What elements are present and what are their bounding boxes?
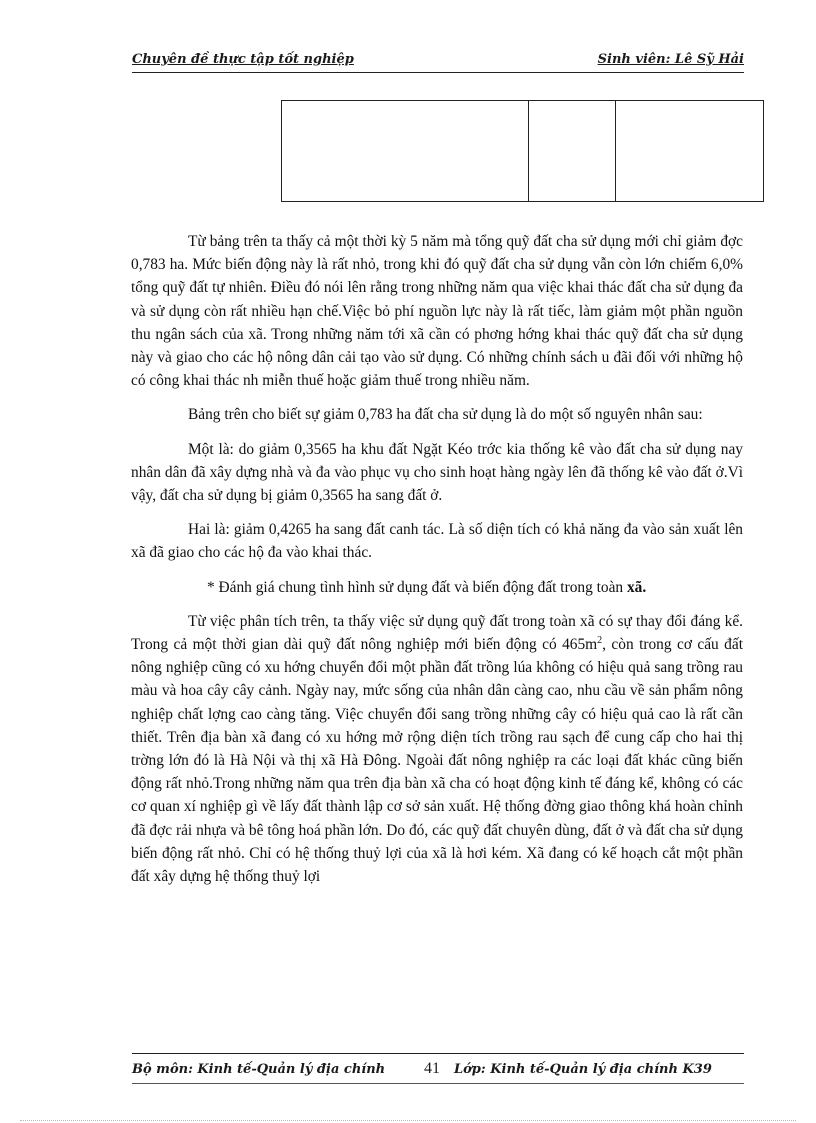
page-footer [132, 1053, 744, 1086]
footer-rule [132, 1083, 744, 1084]
header-left-text: Chuyên đề thực tập tốt nghiệp [132, 52, 354, 67]
paragraph-5-part-2: , còn trong cơ cấu đất nông nghiệp cũng có xu hớng chuyển đổi một phần đất trồng lúa không có hiệu quả sang trồng rau màu và hoa cây cây cảnh. Ngày nay, mức sống của nhân dân càng cao, nhu cầu về sản phẩm nông nghiệp chất lợng cao càng tăng. Việc chuyển đổi sang trồng những cây có hiệu quả cao là rất cần thiết. Trên địa bàn xã đang có xu hớng mở rộng diện tích trồng rau sạch để cung cấp cho hai thị trờng lớn đó là Hà Nội và thị xã Hà Đông. Ngoài đất nông nghiệp ra các loại đất khác cũng biến động rất nhỏ.Trong những năm qua trên địa bàn xã cha có hoạt động kinh tế đáng kể, không có các cơ quan xí nghiệp gì về lấy đất thành lập cơ sở sản xuất. Hệ thống đờng giao thông khá hoàn chỉnh đã đợc rải nhựa và bê tông hoá phần lớn. Do đó, các quỹ đất chuyên dùng, đất ở và đất cha sử dụng biến động rất nhỏ. Chỉ có hệ thống thuỷ lợi của xã là hơi kém. Xã đang có kế hoạch cắt một phần đất xây dựng hệ thống thuỷ lợi [131, 636, 743, 886]
footer-right-text: Lớp: Kinh tế-Quản lý địa chính K39 [454, 1062, 712, 1077]
paragraph-3: Một là: do giảm 0,3565 ha khu đất Ngặt Kéo trớc kia thống kê vào đất cha sử dụng nay nhân dân đã xây dựng nhà và đa vào phục vụ cho sinh hoạt hàng ngày lên đã thống kê vào đất ở.Vì vậy, đất cha sử dụng bị giảm 0,3565 ha sang đất ở. [131, 440, 743, 505]
section-heading [131, 576, 743, 599]
paragraph-1: Từ bảng trên ta thấy cả một thời kỳ 5 năm mà tổng quỹ đất cha sử dụng mới chỉ giảm đợc 0,783 ha. Mức biến động này là rất nhỏ, trong khi đó quỹ đất cha sử dụng vẫn còn lớn chiếm 6,0% tổng quỹ đất tự nhiên. Điều đó nói lên rằng trong những năm qua việc khai thác đất cha sử dụng đa và sử dụng còn rất nhiều hạn chế.Việc bỏ phí nguồn lực này là rất tiếc, làm giảm một phần nguồn thu ngân sách của xã. Trong những năm tới xã cần có phơng hớng khai thác quỹ đất cha sử dụng này và giao cho các hộ nông dân cải tạo vào sử dụng. Có những chính sách u đãi đối với những hộ có công khai thác nh miễn thuế hoặc giảm thuế trong nhiều năm. [131, 233, 743, 390]
table-row [282, 101, 764, 202]
superscript-2: 2 [597, 634, 603, 646]
section-heading-bold: xã. [626, 578, 647, 596]
table-cell-2 [529, 101, 616, 202]
page-number: 41 [424, 1060, 440, 1077]
table-fragment [281, 100, 764, 202]
paragraph-2: Bảng trên cho biết sự giảm 0,783 ha đất cha sử dụng là do một số nguyên nhân sau: [188, 406, 703, 424]
page-header [132, 50, 744, 73]
table-cell-3 [616, 101, 764, 202]
paragraph-5 [131, 610, 743, 888]
header-right-text: Sinh viên: Lê Sỹ Hải [597, 52, 744, 67]
footer-left-text: Bộ môn: Kinh tế-Quản lý địa chính [132, 1062, 386, 1077]
paragraph-5-part-1: Từ việc phân tích trên, ta thấy việc sử dụng quỹ đất trong toàn xã có sự thay đổi đáng kể. Trong cả một thời gian dài quỹ đất nông nghiệp mới biến động có 465m [131, 612, 743, 654]
table-cell-1 [282, 101, 529, 202]
paragraph-4: Hai là: giảm 0,4265 ha sang đất canh tác. Là số diện tích có khả năng đa vào sản xuất lên xã đã giao cho các hộ đa vào khai thác. [131, 521, 743, 562]
document-body [131, 230, 743, 899]
section-heading-text: * Đánh giá chung tình hình sử dụng đất và biến động đất trong toàn [207, 578, 627, 596]
page-edge-divider [20, 1120, 796, 1121]
